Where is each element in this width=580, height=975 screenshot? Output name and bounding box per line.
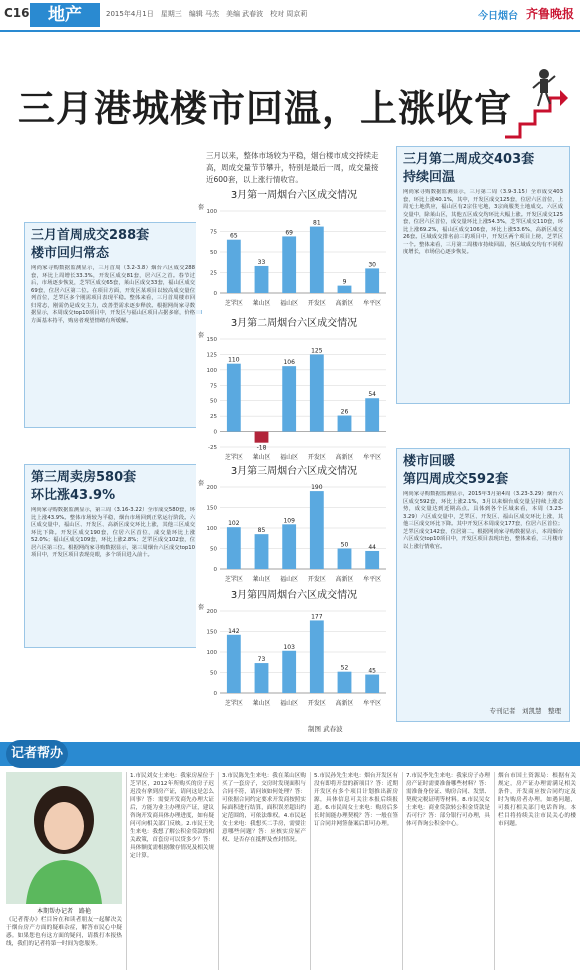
data-label: 177	[311, 613, 323, 621]
panel-week1	[24, 222, 205, 428]
data-label: 69	[285, 229, 293, 237]
panel-week2	[396, 146, 570, 404]
bar-高新区	[338, 549, 352, 570]
y-tick-label: 125	[206, 352, 217, 359]
x-tick-label: 牟平区	[363, 700, 382, 707]
bar-牟平区	[365, 398, 379, 431]
data-label: 109	[283, 517, 295, 525]
bar-开发区	[310, 491, 324, 569]
y-tick-label: 75	[210, 229, 217, 236]
chart-credit: 制图 武春波	[308, 725, 343, 733]
data-label: 30	[368, 261, 376, 269]
reporter-help-tag: 记者帮办	[6, 740, 68, 768]
week4-subtitle: 第四周成交592套	[403, 472, 509, 487]
y-tick-label: 0	[213, 429, 217, 436]
y-tick-label: 0	[213, 291, 217, 297]
qa-column-4: 7.市民李先生来电：我家房子办理房产证时需要准备哪些材料？答：需准备身份证、购房合同、发票、契税完税证明等材料。8.市民吴女士来电：商业贷款转公积金贷款是否可行？答：部分银行可办理，具体可咨询公积金中心。	[406, 773, 490, 827]
bar-开发区	[310, 227, 324, 293]
y-unit-label: 套	[198, 204, 205, 211]
x-tick-label: 开发区	[307, 700, 326, 707]
brand-today-yantai: 今日烟台	[478, 11, 518, 22]
qa-column-1: 1.市民刘女士来电：我家房屋位于芝罘区，2012年所购买的房子迟迟没有拿到房产证，请问这是怎么回事？答：需要开发商先办理大证后，方能为业主办理房产证，建议咨询开发商具体办理进度，如有疑问可向相关部门反映。2.市民王先生来电：我想了解公积金贷款的相关政策，首套房可以贷多少？答：具体额度需根据缴存情况及相关规定计算。	[130, 773, 214, 859]
data-label: 103	[283, 643, 295, 651]
bar-芝罘区	[227, 364, 241, 432]
bar-牟平区	[365, 675, 379, 693]
chart-week4-svg	[196, 601, 392, 709]
bar-高新区	[338, 286, 352, 293]
divider	[218, 772, 219, 970]
y-tick-label: 100	[206, 650, 217, 656]
data-label: 85	[257, 527, 266, 535]
week2-title: 三月第二周成交403套	[403, 152, 535, 167]
brand-qilu-evening: 齐鲁晚报	[526, 7, 575, 21]
column-intro: 《记者帮办》栏目旨在和读者朋友一起解决关于烟台房产方面的疑难杂症，解答市民心中疑惑。如果您也有这方面的疑问，请拨打本报热线，我们的记者将第一时间为您服务。	[6, 917, 122, 947]
data-label: 26	[340, 408, 349, 416]
bar-开发区	[310, 354, 324, 431]
week1-subtitle: 楼市回归常态	[31, 246, 110, 261]
data-label: 54	[368, 391, 376, 399]
chart-week1	[196, 186, 392, 310]
y-unit-label: 套	[198, 480, 205, 487]
x-tick-label: 牟平区	[363, 454, 382, 461]
x-tick-label: 莱山区	[252, 576, 271, 583]
page-number: C16	[4, 6, 30, 20]
bar-莱山区	[255, 534, 269, 569]
week4-text: 网尚家寻购数据监测显示，2015年3月第4周（3.23-3.29）烟台六区成交592套，环比上涨2.1%，3月以来烟台成交量呈持续上涨态势，成交量达到近期高点。具体到各个区域来看，本周（3.23-3.29）六区成交量中，芝罘区、开发区、福山区成交环比上涨，其他三区成交环比下降。其中开发区本周成交177套，位居六区首位；芝罘区成交142套，位居第二。根据网尚家寻购数据显示，本周烟台六区成交top10项目中，开发区项目表现出色，整体来看，三月楼市以上涨行情收官。	[403, 491, 563, 550]
y-tick-label: 50	[210, 546, 217, 553]
week3-text: 网尚家寻购数据监测显示，第三周（3.16-3.22）全市成交580套，环比上涨43.9%。整体市场较为平稳，烟台市场回到正常运行阶段。六区成交量中，福山区、开发区、高新区成交环比上涨，其他三区成交环比下降。开发区成交190套，位居六区首位，成交量环比上涨52.0%；福山区成交109套，环比上涨2.8%；芝罘区成交102套，位居六区第三位。根据网尚家寻购数据显示，第三周烟台六区成交top10项目中，开发区项目表现亮眼，多个项目进入前十。	[31, 507, 195, 558]
x-tick-label: 开发区	[307, 576, 326, 583]
panel-week4	[396, 448, 570, 722]
data-label: 190	[311, 484, 323, 492]
y-tick-label: 50	[210, 670, 217, 677]
bar-牟平区	[365, 551, 379, 569]
divider	[402, 772, 403, 970]
x-tick-label: 芝罘区	[224, 300, 243, 307]
week2-subtitle: 持续回温	[403, 170, 456, 185]
x-tick-label: 芝罘区	[224, 576, 243, 583]
data-label: 106	[283, 359, 295, 367]
y-unit-label: 套	[198, 332, 205, 339]
bottom-strip	[0, 742, 580, 766]
data-label: 45	[368, 667, 376, 675]
chart-week3-title: 3月第三周烟台六区成交情况	[230, 466, 358, 477]
y-tick-label: 150	[206, 629, 217, 636]
chart-week3-svg	[196, 477, 392, 585]
chart-week4	[196, 586, 392, 710]
data-label: 33	[257, 258, 266, 266]
x-tick-label: 开发区	[307, 300, 326, 307]
bar-莱山区	[255, 432, 269, 443]
issue-meta: 2015年4月1日 星期三 编辑 马杰 美编 武春波 校对 周京莉	[106, 10, 308, 18]
y-tick-label: 50	[210, 398, 217, 405]
data-label: 9	[342, 278, 347, 286]
week4-title: 楼市回暖	[403, 454, 456, 469]
y-tick-label: 150	[206, 505, 217, 512]
data-label: 73	[257, 656, 266, 664]
data-label: 125	[311, 347, 323, 355]
data-label: 65	[230, 232, 238, 240]
week3-title: 第三周卖房580套	[31, 470, 137, 485]
data-label: 50	[340, 541, 349, 549]
y-tick-label: 150	[206, 337, 217, 343]
y-tick-label: 0	[213, 567, 217, 573]
chart-week4-title: 3月第四周烟台六区成交情况	[230, 590, 358, 601]
x-tick-label: 莱山区	[252, 454, 271, 461]
week2-text: 网尚家寻购数据监测显示，三月第二周（3.9-3.15）全市成交403套，环比上涨40.1%，其中，开发区成交125套，位居六区首位，上周无土地供应，福山区有2宗住宅地，3宗商服类土地成交。六区成交量中，除莱山区，其他五区成交均环比大幅上涨。开发区成交125套，位居六区首位，成交量环比上涨54.3%，芝罘区成交110套，环比上涨69.2%，福山区成交106套，环比上涨53.6%，高新区成交26套。区域成交排名前三的项目中，开发区两个项目上榜，芝罘区一个。整体来看，三月第二周楼市持续回温，各区域成交均有不同程度增长，市场信心逐步恢复。	[403, 189, 563, 255]
x-tick-label: 福山区	[280, 700, 299, 707]
bar-莱山区	[255, 663, 269, 693]
y-tick-label: 100	[206, 526, 217, 532]
y-tick-label: 25	[210, 270, 217, 277]
y-tick-label: 200	[206, 485, 217, 491]
divider	[310, 772, 311, 970]
week1-title: 三月首周成交288套	[31, 228, 150, 243]
reporter-photo	[6, 772, 122, 904]
reporter-portrait	[6, 772, 122, 904]
rising-stairs-illustration	[500, 62, 570, 142]
chart-week1-title: 3月第一周烟台六区成交情况	[230, 190, 358, 201]
qa-column-5: 烟台市国土资源局：根据有关规定，房产证办理需满足相关条件，开发商应按合同约定及时为购房者办理。如遇问题，可拨打相关部门电话咨询。本栏目将持续关注市民关心的楼市问题。	[498, 773, 576, 827]
chart-week1-svg	[196, 201, 392, 309]
bar-福山区	[282, 651, 296, 693]
lead-paragraph: 三月以来，整体市场较为平稳，烟台楼市成交持续走高，周成交量节节攀升，特别是最后一周，成交量接近600套，以上涨行情收官。	[206, 151, 379, 184]
bar-莱山区	[255, 266, 269, 293]
data-label: 110	[228, 356, 240, 364]
x-tick-label: 福山区	[280, 454, 299, 461]
x-tick-label: 芝罘区	[224, 454, 243, 461]
bar-芝罘区	[227, 240, 241, 293]
bar-牟平区	[365, 268, 379, 293]
y-tick-label: 100	[206, 367, 217, 374]
x-tick-label: 高新区	[335, 300, 354, 307]
y-tick-label: 100	[206, 209, 217, 215]
y-tick-label: -25	[208, 445, 217, 451]
panel-week3	[24, 464, 205, 648]
x-tick-label: 开发区	[307, 454, 326, 461]
qa-column-2: 3.市民陈先生来电：我在莱山区购买了一套房子，交房时发现面积与合同不符，请问该如何处理？答：可依据合同约定要求开发商按照实际面积进行结算，面积误差超出约定范围的，可依法维权。4.市民赵女士来电：我想买二手房，需要注意哪些问题？答：应核实房屋产权、是否存在抵押及查封情况。	[222, 773, 306, 843]
y-tick-label: 50	[210, 250, 217, 256]
x-tick-label: 牟平区	[363, 576, 382, 583]
bar-福山区	[282, 524, 296, 569]
bar-福山区	[282, 236, 296, 293]
headline: 三月港城楼市回温，上涨收官	[18, 86, 512, 130]
data-label: -18	[256, 444, 267, 452]
bar-高新区	[338, 672, 352, 693]
week1-text: 网尚家寻购数据监测显示，三月首周（3.2-3.8）烟台六区成交288套，环比上周增长33.3%，开发区成交81套，居六区之首。春节过后，市场逐步恢复，芝罘区成交65套，莱山区成交33套，福山区成交69套，位居六区第二位。在项目方面，开发区某项目以较高成交量位列首位，芝罘区多个刚需项目表现平稳。整体来看，三月首周楼市回归常态，刚需仍是成交主力，改善型需求逐步释放。根据网尚家寻数据显示，本周成交top10项目中，开发区与福山区项目占据多席，价格方面基本持平，购房者观望情绪有所缓解。	[31, 265, 195, 324]
bar-高新区	[338, 416, 352, 432]
data-label: 44	[368, 543, 376, 551]
reporter-credit: 专刊记者 刘凯慧 整理	[489, 707, 561, 715]
chart-week3	[196, 462, 392, 586]
x-tick-label: 福山区	[280, 576, 299, 583]
bar-开发区	[310, 620, 324, 693]
chart-week2-title: 3月第二周烟台六区成交情况	[230, 318, 358, 329]
photo-caption: 本期帮办记者 路艳	[36, 908, 91, 915]
divider	[126, 772, 127, 970]
chart-week2-svg	[196, 329, 392, 463]
data-label: 142	[228, 627, 240, 635]
week3-subtitle: 环比涨43.9%	[31, 488, 116, 503]
y-tick-label: 75	[210, 383, 217, 390]
section-tag: 地产	[30, 3, 100, 27]
x-tick-label: 芝罘区	[224, 700, 243, 707]
x-tick-label: 高新区	[335, 576, 354, 583]
x-tick-label: 高新区	[335, 454, 354, 461]
bar-福山区	[282, 366, 296, 431]
qa-column-3: 5.市民孙先生来电：烟台开发区有没有即将开盘的新项目？答：近期开发区有多个项目计划推出新房源，具体信息可关注本报后续报道。6.市民周女士来电：购房后多长时间能办理契税？答：一般在签订合同并网签备案后即可办理。	[314, 773, 398, 827]
y-tick-label: 25	[210, 414, 217, 421]
x-tick-label: 高新区	[335, 700, 354, 707]
chart-week2	[196, 314, 392, 464]
x-tick-label: 莱山区	[252, 700, 271, 707]
y-tick-label: 200	[206, 609, 217, 615]
y-tick-label: 0	[213, 691, 217, 697]
bar-芝罘区	[227, 527, 241, 569]
data-label: 102	[228, 520, 240, 528]
x-tick-label: 莱山区	[252, 300, 271, 307]
bar-芝罘区	[227, 635, 241, 693]
divider	[494, 772, 495, 970]
y-unit-label: 套	[198, 604, 205, 611]
x-tick-label: 牟平区	[363, 300, 382, 307]
data-label: 52	[340, 664, 349, 672]
x-tick-label: 福山区	[280, 300, 299, 307]
data-label: 81	[313, 219, 321, 227]
